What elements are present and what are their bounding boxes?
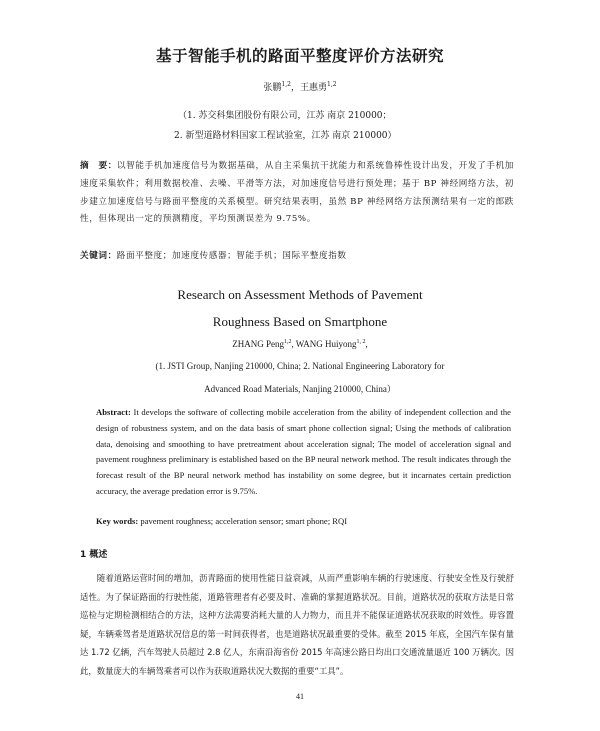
title-en-line-1: Research on Assessment Methods of Pavement: [177, 287, 423, 302]
author-en-separator: ,: [291, 339, 296, 349]
author-en-1-affil: 1,2: [283, 339, 292, 345]
keywords-cn-text: 路面平整度；加速度传感器；智能手机；国际平整度指数: [116, 251, 347, 261]
author-en-2-affil: 1, 2: [356, 339, 366, 345]
abstract-cn-text: 以智能手机加速度信号为数据基础，从自主采集抗干扰能力和系统鲁棒性设计出发，开发了手机加速度采集软件；利用数据校准、去噪、平滑等方法，对加速度信号进行预处理；基于 BP 神经网络方法，初步建立加速度信号与路面平整度的关系模型。研究结果表明，虽然 BP 神经网络方法预测结果有一定的郎跌性，但体现出一定的预测精度，平均预测误差为 9.75%。: [80, 161, 514, 225]
title-en-line-2: Roughness Based on Smartphone: [212, 314, 388, 329]
author-en-2: WANG Huiyong: [295, 339, 357, 349]
affiliation-cn-1: （1. 苏交科集团股份有限公司，江苏 南京 210000；: [178, 111, 392, 121]
authors-en: [0, 339, 600, 349]
affiliation-en-2: Advanced Road Materials, Nanjing 210000, China）: [204, 384, 396, 394]
keywords-en: [96, 516, 511, 526]
title-cn: 基于智能手机的路面平整度评价方法研究: [155, 47, 444, 65]
keywords-en-label: Key words:: [96, 516, 139, 526]
keywords-en-text: pavement roughness; acceleration sensor; smart phone; RQI: [138, 516, 348, 526]
abstract-cn: [80, 158, 514, 229]
author-cn-separator: ，: [290, 83, 300, 93]
author-cn-2-affil: 1,2: [327, 81, 337, 88]
page-number: 41: [296, 692, 304, 701]
author-en-end: ,: [365, 339, 368, 349]
author-cn-1: 张鹏: [263, 83, 282, 93]
abstract-en-label: Abstract:: [96, 407, 131, 417]
author-en-1: ZHANG Peng: [232, 339, 284, 349]
keywords-cn: [80, 249, 514, 261]
affiliation-cn-2: 2. 新型道路材料国家工程试验室，江苏 南京 210000）: [174, 131, 397, 141]
affiliation-en-1: (1. JSTI Group, Nanjing 210000, China; 2. National Engineering Laboratory for: [155, 361, 445, 371]
section-body: 随着道路运营时间的增加，沥青路面的使用性能日益衰减，从而严重影响车辆的行驶速度、行驶安全性及行驶舒适性。为了保证路面的行驶性能，道路管理者有必要及时、准确的掌握道路状况。目前，道路状况的获取方法是日常巡检与定期检测相结合的方法，这种方法需要消耗大量的人力物力，而且并不能保证道路状况获取的时效性。毋容置疑，车辆乘驾者是道路状况信息的第一时间获得者，也是道路状况最重要的受体。截至 2015 年底，全国汽车保有量达 1.72 亿辆，汽车驾驶人员超过 2.8 亿人，东南沿海省份 2015 年高速公路日均出口交通流量逼近 100 万辆次。因此，数量庞大的车辆驾乘者可以作为获取道路状况大数据的重要“工具”。: [80, 573, 514, 676]
abstract-en-text: It develops the software of collecting mobile acceleration from the ability of independent collection and the design of robustness system, and on the data basis of smart phone collection signal; Using the methods of calibration data, denoising and smoothing to have pretreatment about acceleration signal; The model of acceleration signal and pavement roughness preliminary is established based on the BP neural network method. The result indicates through the forecast result of the BP neural network method has instability on some degree, but it incarnates certain prediction accuracy, the average predation error is 9.75%.: [96, 407, 511, 496]
keywords-cn-label: 关键词：: [80, 251, 117, 261]
author-cn-1-affil: 1,2: [281, 81, 291, 88]
authors-cn: [0, 80, 600, 93]
abstract-en: [96, 405, 511, 500]
section-heading: 1 概述: [80, 550, 108, 560]
abstract-cn-label: 摘 要：: [80, 161, 117, 171]
author-cn-2: 王惠勇: [300, 83, 328, 93]
